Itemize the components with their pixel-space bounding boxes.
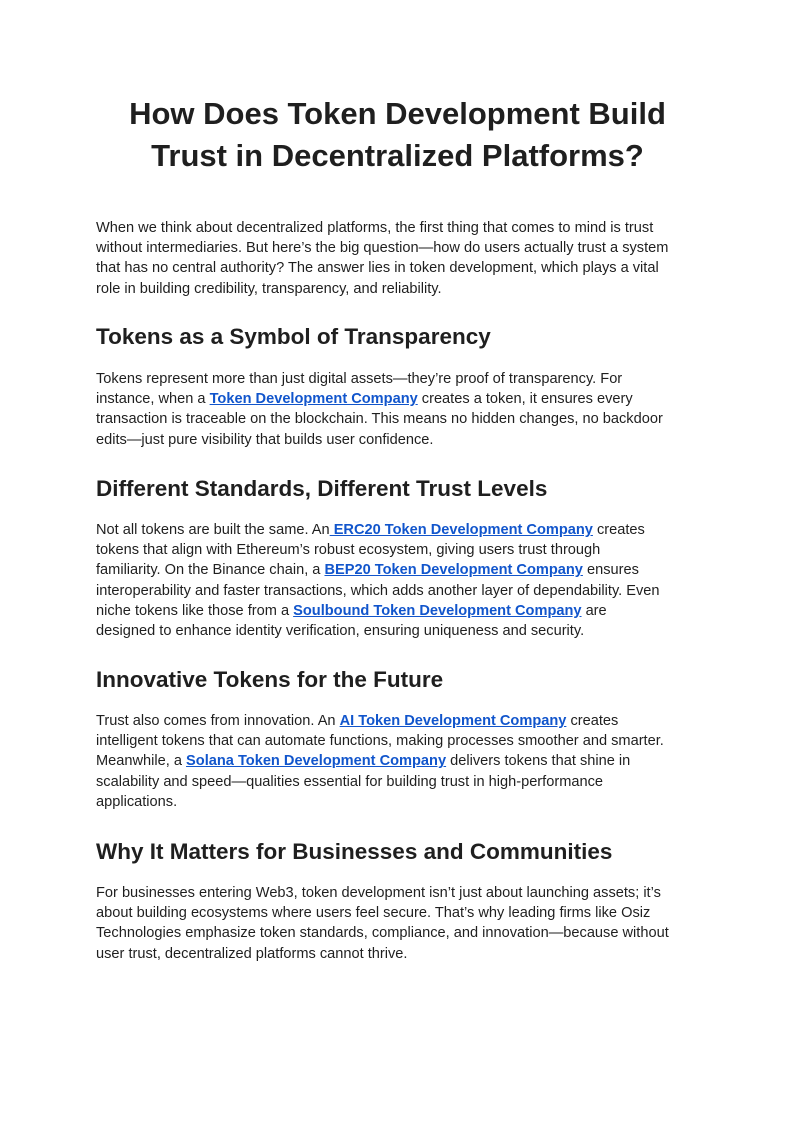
section-heading-businesses: Why It Matters for Businesses and Communities xyxy=(96,839,613,864)
text-line: scalability and speed—qualities essential for building trust in high-performance xyxy=(96,773,604,790)
title-line-2: Trust in Decentralized Platforms? xyxy=(151,138,644,173)
text-segment: Meanwhile, a xyxy=(96,753,187,770)
text-line xyxy=(96,601,711,621)
intro-paragraph xyxy=(96,218,711,299)
text-line xyxy=(96,560,711,580)
text-line xyxy=(96,711,711,731)
businesses-paragraph xyxy=(96,883,711,964)
section-heading-transparency: Tokens as a Symbol of Transparency xyxy=(96,324,491,349)
standards-paragraph xyxy=(96,520,711,641)
soulbound-token-development-company-link[interactable]: Soulbound Token Development Company xyxy=(293,602,582,619)
text-line: tokens that align with Ethereum’s robust ecosystem, giving users trust through xyxy=(96,542,601,559)
text-line xyxy=(96,751,711,771)
text-segment: Trust also comes from innovation. An xyxy=(96,713,340,729)
text-segment: are xyxy=(581,602,607,619)
section-heading-standards: Different Standards, Different Trust Levels xyxy=(96,476,548,501)
text-line: role in building credibility, transparency, and reliability. xyxy=(96,280,442,297)
text-line: interoperability and faster transactions, which adds another layer of dependability. Even xyxy=(96,582,660,599)
text-segment: familiarity. On the Binance chain, a xyxy=(96,562,325,579)
text-line: that has no central authority? The answer lies in token development, which plays a vital xyxy=(96,260,659,277)
text-segment: Not all tokens are built the same. An xyxy=(96,522,330,538)
text-segment: ensures xyxy=(582,562,639,579)
text-line: Tokens represent more than just digital assets—they’re proof of transparency. For xyxy=(96,371,623,387)
ai-token-development-company-link[interactable]: AI Token Development Company xyxy=(339,713,567,729)
text-line xyxy=(96,389,711,409)
page-title xyxy=(60,93,735,177)
text-line: edits—just pure visibility that builds user confidence. xyxy=(96,431,434,448)
text-line: transaction is traceable on the blockchain. This means no hidden changes, no backdoor xyxy=(96,411,663,428)
text-line: intelligent tokens that can automate functions, making processes smoother and smarter. xyxy=(96,733,664,750)
title-line-1: How Does Token Development Build xyxy=(129,96,666,131)
solana-token-development-company-link[interactable]: Solana Token Development Company xyxy=(186,753,447,770)
text-segment: niche tokens like those from a xyxy=(96,602,294,619)
transparency-paragraph xyxy=(96,369,711,450)
erc20-token-development-company-link[interactable]: ERC20 Token Development Company xyxy=(329,522,593,538)
text-line: applications. xyxy=(96,793,178,810)
text-line: about building ecosystems where users feel secure. That’s why leading firms like Osiz xyxy=(96,905,651,922)
innovative-paragraph xyxy=(96,711,711,812)
text-line: without intermediaries. But here’s the big question—how do users actually trust a system xyxy=(96,240,669,257)
bep20-token-development-company-link[interactable]: BEP20 Token Development Company xyxy=(324,562,583,579)
text-line xyxy=(96,520,711,540)
section-heading-innovative: Innovative Tokens for the Future xyxy=(96,667,444,692)
text-segment: creates xyxy=(592,522,645,538)
text-segment: instance, when a xyxy=(96,391,210,408)
text-line: designed to enhance identity verification, ensuring uniqueness and security. xyxy=(96,623,585,640)
text-line: Technologies emphasize token standards, compliance, and innovation—because without xyxy=(96,925,669,942)
text-line: For businesses entering Web3, token development isn’t just about launching assets; it’s xyxy=(96,885,661,901)
text-segment: delivers tokens that shine in xyxy=(446,753,631,770)
text-line: When we think about decentralized platforms, the first thing that comes to mind is trust xyxy=(96,220,654,236)
text-line: user trust, decentralized platforms cannot thrive. xyxy=(96,945,408,962)
token-development-company-link[interactable]: Token Development Company xyxy=(209,391,418,408)
text-segment: creates xyxy=(566,713,619,729)
text-segment: creates a token, it ensures every xyxy=(417,391,633,408)
